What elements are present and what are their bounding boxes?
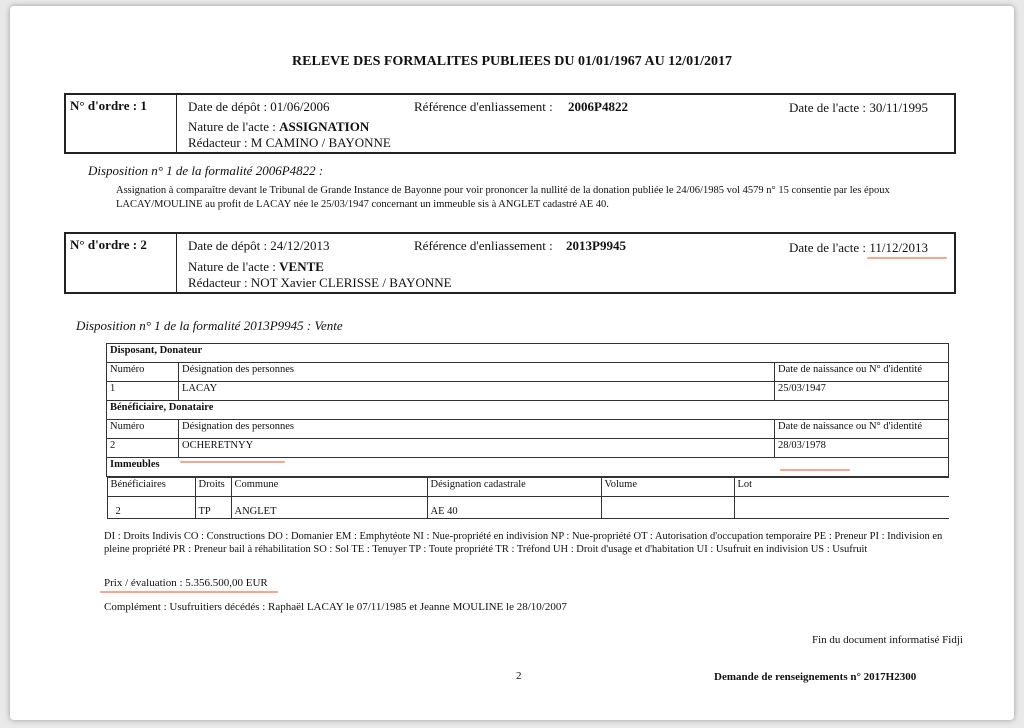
disposant-header-row <box>107 344 949 363</box>
page-number: 2 <box>516 670 522 682</box>
highlight-underline <box>100 591 278 593</box>
numero-cell: 1 <box>107 382 179 401</box>
nature-label: Nature de l'acte : <box>188 119 276 134</box>
nature-acte <box>188 119 369 135</box>
document-title: RELEVE DES FORMALITES PUBLIEES DU 01/01/1967 AU 12/01/2017 <box>292 54 732 69</box>
col-droits: Droits <box>195 478 231 497</box>
person-name: LACAY <box>179 382 775 401</box>
section-header: Disposant, Donateur <box>107 344 949 363</box>
date-acte-value: 11/12/2013 <box>869 240 929 255</box>
highlight-underline <box>780 469 850 471</box>
date-acte <box>789 240 928 256</box>
formality-box-2 <box>64 232 956 294</box>
col-lot: Lot <box>734 478 949 497</box>
section-header: Immeubles <box>107 458 949 477</box>
highlight-underline <box>867 257 947 259</box>
table-row <box>107 497 949 519</box>
numero-cell: 2 <box>107 439 179 458</box>
table-row <box>107 382 949 401</box>
column-header-row <box>107 420 949 439</box>
immeubles-row <box>107 477 949 520</box>
disposition-1-heading: Disposition n° 1 de la formalité 2006P4822 : <box>88 163 324 178</box>
date-acte-label: Date de l'acte : <box>789 100 867 115</box>
lot-cell <box>734 497 949 519</box>
cadastre-cell: AE 40 <box>427 497 601 519</box>
date-acte-label: Date de l'acte : <box>789 240 867 255</box>
droits-cell: TP <box>195 497 231 519</box>
beneficiaire-cell: 2 <box>107 497 195 519</box>
ordre-cell <box>66 95 177 152</box>
nature-value: ASSIGNATION <box>279 119 370 134</box>
immeubles-table <box>107 477 949 519</box>
birth-date: 25/03/1947 <box>775 382 949 401</box>
section-header: Bénéficiaire, Donataire <box>107 401 949 420</box>
formality-box-1 <box>64 93 956 154</box>
fin-document: Fin du document informatisé Fidji <box>812 634 963 646</box>
col-designation: Désignation des personnes <box>179 363 775 382</box>
disposition-2-heading: Disposition n° 1 de la formalité 2013P9945 : Vente <box>76 318 343 333</box>
col-numero: Numéro <box>107 420 179 439</box>
col-beneficiaires: Bénéficiaires <box>107 478 195 497</box>
col-designation: Désignation des personnes <box>179 420 775 439</box>
nature-label: Nature de l'acte : <box>188 259 276 274</box>
nature-acte <box>188 259 324 275</box>
disposition-table <box>106 343 949 519</box>
col-cadastre: Désignation cadastrale <box>427 478 601 497</box>
disposition-1-text: Assignation à comparaître devant le Tribunal de Grande Instance de Bayonne pour voir prononcer la nullité de la donation publiée le 24/06/1985 vol 4579 n° 15 consentie par les époux LACAY/MOULINE au profit de LACAY née le 25/03/1947 concernant un immeuble sis à ANGLET cadastré AE 40. <box>116 185 890 210</box>
demande-renseignements: Demande de renseignements n° 2017H2300 <box>714 671 917 683</box>
complement: Complément : Usufruitiers décédés : Raphaël LACAY le 07/11/1985 et Jeanne MOULINE le 28/10/2007 <box>104 601 567 613</box>
depot-date: Date de dépôt : 24/12/2013 <box>188 238 330 253</box>
redacteur: Rédacteur : NOT Xavier CLERISSE / BAYONNE <box>188 275 452 290</box>
birth-date: 28/03/1978 <box>775 439 949 458</box>
immeubles-header <box>107 478 949 497</box>
ordre-label: N° d'ordre : 1 <box>70 98 147 113</box>
col-date: Date de naissance ou N° d'identité <box>775 363 949 382</box>
legend-text: DI : Droits Indivis CO : Constructions DO : Domanier EM : Emphytéote NI : Nue-propriété en indivision NP : Nue-propriété OT : Autorisation d'occupation temporaire PE : Preneur PI : Indivision en pleine propriété PR : Preneur bail à réhabilitation SO : Sol TE : Tenuyer TP : Toute propriété TR : Tréfond UH : Droit d'usage et d'habitation UI : Usufruit en indivision US : Usufruit <box>104 531 943 555</box>
col-date: Date de naissance ou N° d'identité <box>775 420 949 439</box>
ordre-label: N° d'ordre : 2 <box>70 237 147 252</box>
column-header-row <box>107 363 949 382</box>
ordre-cell <box>66 234 177 292</box>
col-volume: Volume <box>601 478 734 497</box>
table-row <box>107 439 949 458</box>
commune-cell: ANGLET <box>231 497 427 519</box>
col-numero: Numéro <box>107 363 179 382</box>
reference-value: 2006P4822 <box>568 99 628 114</box>
immeubles-container <box>107 477 949 520</box>
volume-cell <box>601 497 734 519</box>
date-acte <box>789 100 928 116</box>
reference-value: 2013P9945 <box>566 238 626 253</box>
prix-evaluation: Prix / évaluation : 5.356.500,00 EUR <box>104 577 268 589</box>
reference-label: Référence d'enliassement : <box>414 99 553 114</box>
person-name: OCHERETNYY <box>179 439 775 458</box>
beneficiaire-header-row <box>107 401 949 420</box>
col-commune: Commune <box>231 478 427 497</box>
date-acte-value: 30/11/1995 <box>869 100 929 115</box>
redacteur: Rédacteur : M CAMINO / BAYONNE <box>188 135 391 150</box>
reference-label: Référence d'enliassement : <box>414 238 553 253</box>
nature-value: VENTE <box>279 259 324 274</box>
depot-date: Date de dépôt : 01/06/2006 <box>188 99 330 114</box>
highlight-underline <box>180 461 285 463</box>
